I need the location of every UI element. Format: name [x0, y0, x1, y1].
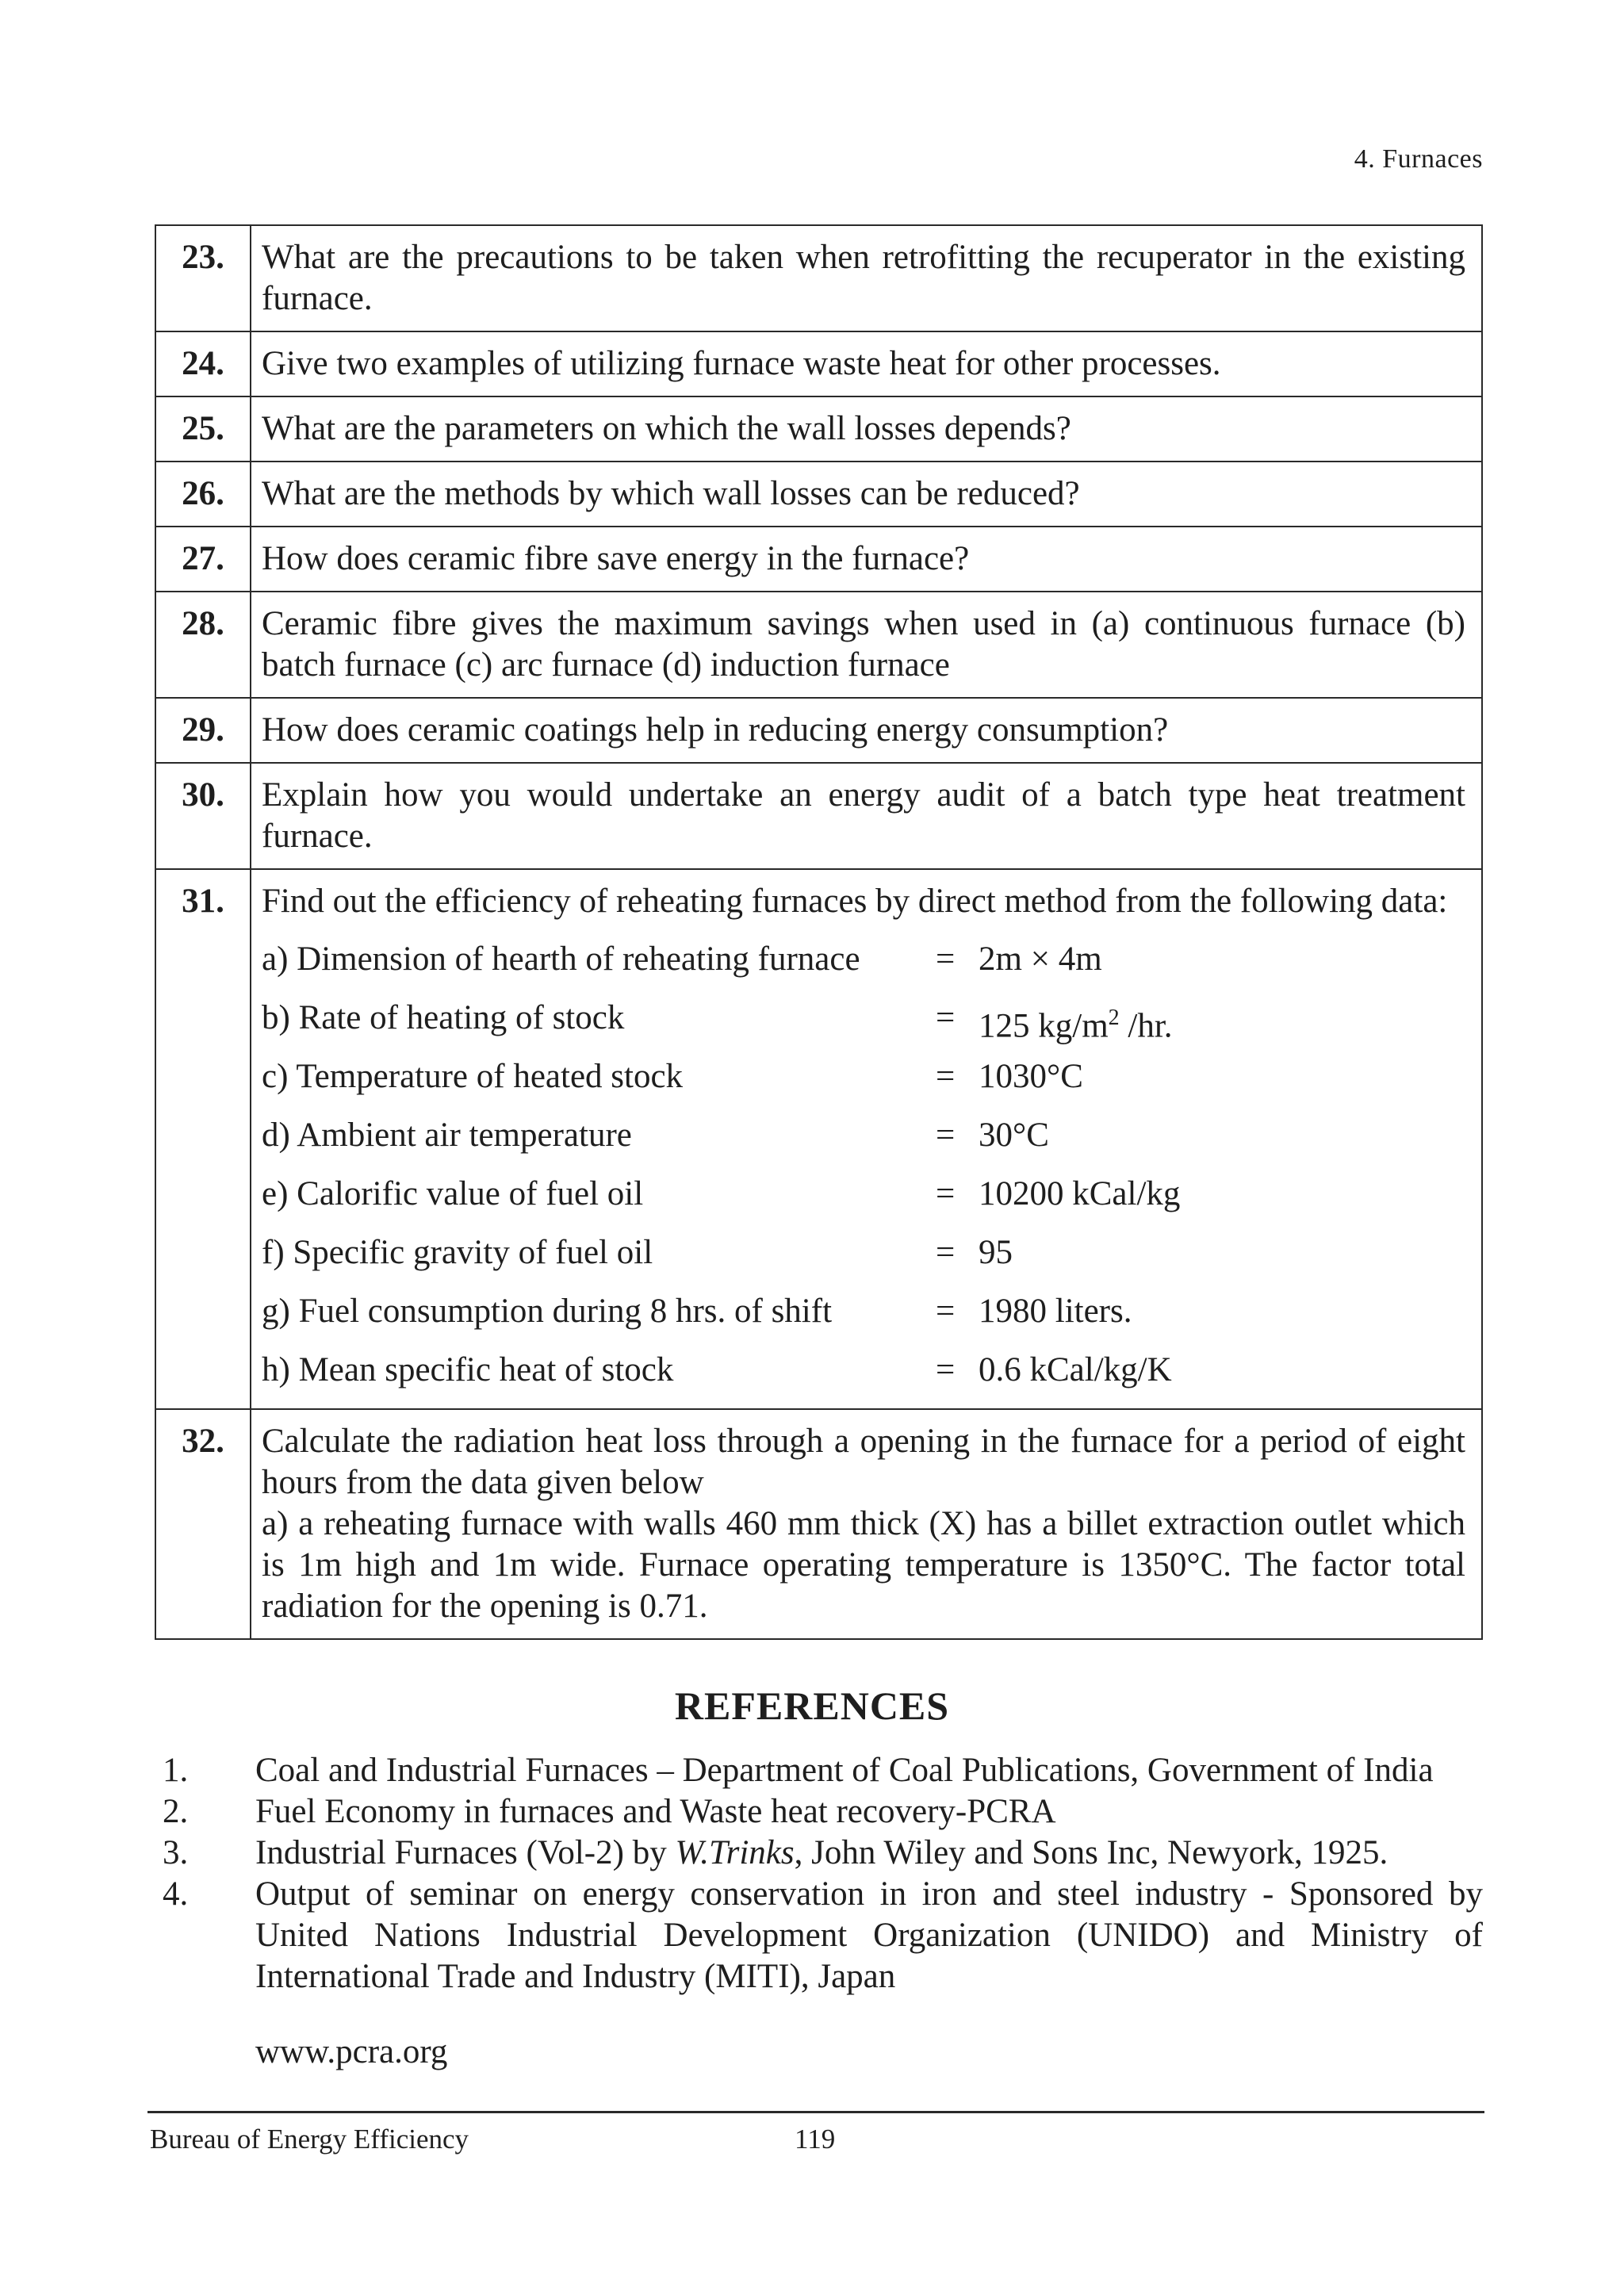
given-data-value: 10200 kCal/kg — [979, 1175, 1181, 1212]
question-text: a) a reheating furnace with walls 460 mm thick (X) has a billet extraction outlet which is 1m high and 1m wide. Furnace operating temperature is 1350°C. The factor total radiation for the opening is 0.71. — [262, 1505, 1465, 1625]
question-number: 23. — [155, 225, 251, 331]
running-header: 4. Furnaces — [1354, 144, 1483, 174]
superscript: 2 — [1108, 1005, 1120, 1030]
equals-sign: = — [936, 1175, 956, 1212]
given-data-row — [262, 1056, 1465, 1115]
given-data-label: e) Calorific value of fuel oil — [262, 1175, 644, 1212]
table-row — [155, 225, 1482, 331]
given-data-list — [262, 939, 1465, 1397]
given-data-label: c) Temperature of heated stock — [262, 1058, 684, 1095]
reference-number: 1. — [163, 1752, 189, 1789]
question-text: Explain how you would undertake an energy audit of a batch type heat treatment furnace. — [251, 763, 1482, 869]
given-data-unit: /hr. — [1119, 1007, 1173, 1045]
footer-publisher: Bureau of Energy Efficiency — [150, 2124, 469, 2155]
question-number: 29. — [155, 698, 251, 763]
question-number: 30. — [155, 763, 251, 869]
page-number: 119 — [795, 2124, 836, 2155]
given-data-row — [262, 1291, 1465, 1350]
reference-text-part: Industrial Furnaces (Vol-2) by — [255, 1834, 676, 1871]
question-number: 26. — [155, 462, 251, 527]
question-number: 24. — [155, 331, 251, 396]
equals-sign: = — [936, 1234, 956, 1271]
equals-sign: = — [936, 1117, 956, 1154]
given-data-label: h) Mean specific heat of stock — [262, 1351, 674, 1388]
question-text: What are the methods by which wall losses can be reduced? — [251, 462, 1482, 527]
questions-table — [155, 224, 1483, 1640]
given-data-value: 95 — [979, 1234, 1013, 1271]
given-data-row — [262, 1232, 1465, 1291]
question-text: How does ceramic coatings help in reducing energy consumption? — [251, 698, 1482, 763]
given-data-label: a) Dimension of hearth of reheating furnace — [262, 940, 860, 978]
table-row — [155, 396, 1482, 462]
given-data-value-group — [979, 998, 1465, 1056]
given-data-value: 1980 liters. — [979, 1293, 1132, 1330]
given-data-label: b) Rate of heating of stock — [262, 999, 625, 1036]
given-data-label: f) Specific gravity of fuel oil — [262, 1234, 653, 1271]
question-32-cell — [251, 1409, 1482, 1639]
question-text: How does ceramic fibre save energy in the furnace? — [251, 527, 1482, 592]
given-data-row — [262, 1174, 1465, 1232]
given-data-value: 30°C — [979, 1117, 1049, 1154]
references-heading: REFERENCES — [674, 1683, 950, 1728]
reference-text — [255, 1833, 1483, 1874]
equals-sign: = — [936, 1351, 956, 1388]
table-row — [155, 331, 1482, 396]
reference-text: Fuel Economy in furnaces and Waste heat recovery-PCRA — [255, 1793, 1056, 1830]
table-row — [155, 1409, 1482, 1639]
question-number: 31. — [155, 869, 251, 1409]
reference-author: W.Trinks — [675, 1834, 795, 1871]
table-row — [155, 698, 1482, 763]
question-text: What are the parameters on which the wall losses depends? — [251, 396, 1482, 462]
question-text: Find out the efficiency of reheating furnaces by direct method from the following data: — [262, 883, 1448, 920]
equals-sign: = — [936, 1058, 956, 1095]
table-row — [155, 763, 1482, 869]
list-item — [163, 1750, 1483, 1791]
question-number: 25. — [155, 396, 251, 462]
equals-sign: = — [936, 940, 956, 978]
table-row — [155, 462, 1482, 527]
equals-sign: = — [936, 999, 956, 1036]
equals-sign: = — [936, 1293, 956, 1330]
reference-number: 3. — [163, 1834, 189, 1871]
given-data-row — [262, 998, 1465, 1056]
list-item — [163, 1791, 1483, 1833]
reference-text: Output of seminar on energy conservation in iron and steel industry - Sponsored by United Nations Industrial Development Organization (UNIDO) and Ministry of International Trade and Industry (MITI), Japan — [255, 1875, 1483, 1995]
question-number: 32. — [155, 1409, 251, 1639]
given-data-row — [262, 1350, 1465, 1397]
given-data-row — [262, 939, 1465, 998]
footer-divider — [147, 2111, 1484, 2113]
reference-text: Coal and Industrial Furnaces – Department of Coal Publications, Government of India — [255, 1752, 1434, 1789]
question-text: What are the precautions to be taken when retrofitting the recuperator in the existing furnace. — [251, 225, 1482, 331]
table-row — [155, 527, 1482, 592]
given-data-value: 2m × 4m — [979, 940, 1102, 978]
references-list — [163, 1750, 1483, 1997]
reference-number: 4. — [163, 1875, 189, 1913]
given-data-label: g) Fuel consumption during 8 hrs. of shift — [262, 1293, 833, 1330]
reference-text-part: , John Wiley and Sons Inc, Newyork, 1925. — [794, 1834, 1388, 1871]
reference-url: www.pcra.org — [255, 2033, 448, 2070]
given-data-value: 0.6 kCal/kg/K — [979, 1351, 1172, 1388]
question-text: Calculate the radiation heat loss through a opening in the furnace for a period of eight hours from the data given below — [262, 1423, 1465, 1501]
table-row — [155, 592, 1482, 698]
question-text: Ceramic fibre gives the maximum savings when used in (a) continuous furnace (b) batch furnace (c) arc furnace (d) induction furnace — [251, 592, 1482, 698]
table-row — [155, 869, 1482, 1409]
question-number: 28. — [155, 592, 251, 698]
question-number: 27. — [155, 527, 251, 592]
list-item — [163, 1874, 1483, 1997]
question-31-cell — [251, 869, 1482, 1409]
list-item — [163, 1833, 1483, 1874]
given-data-value: 125 kg/m — [979, 1007, 1109, 1045]
given-data-label: d) Ambient air temperature — [262, 1117, 632, 1154]
question-text: Give two examples of utilizing furnace waste heat for other processes. — [251, 331, 1482, 396]
reference-number: 2. — [163, 1793, 189, 1830]
given-data-value: 1030°C — [979, 1058, 1083, 1095]
given-data-row — [262, 1115, 1465, 1174]
